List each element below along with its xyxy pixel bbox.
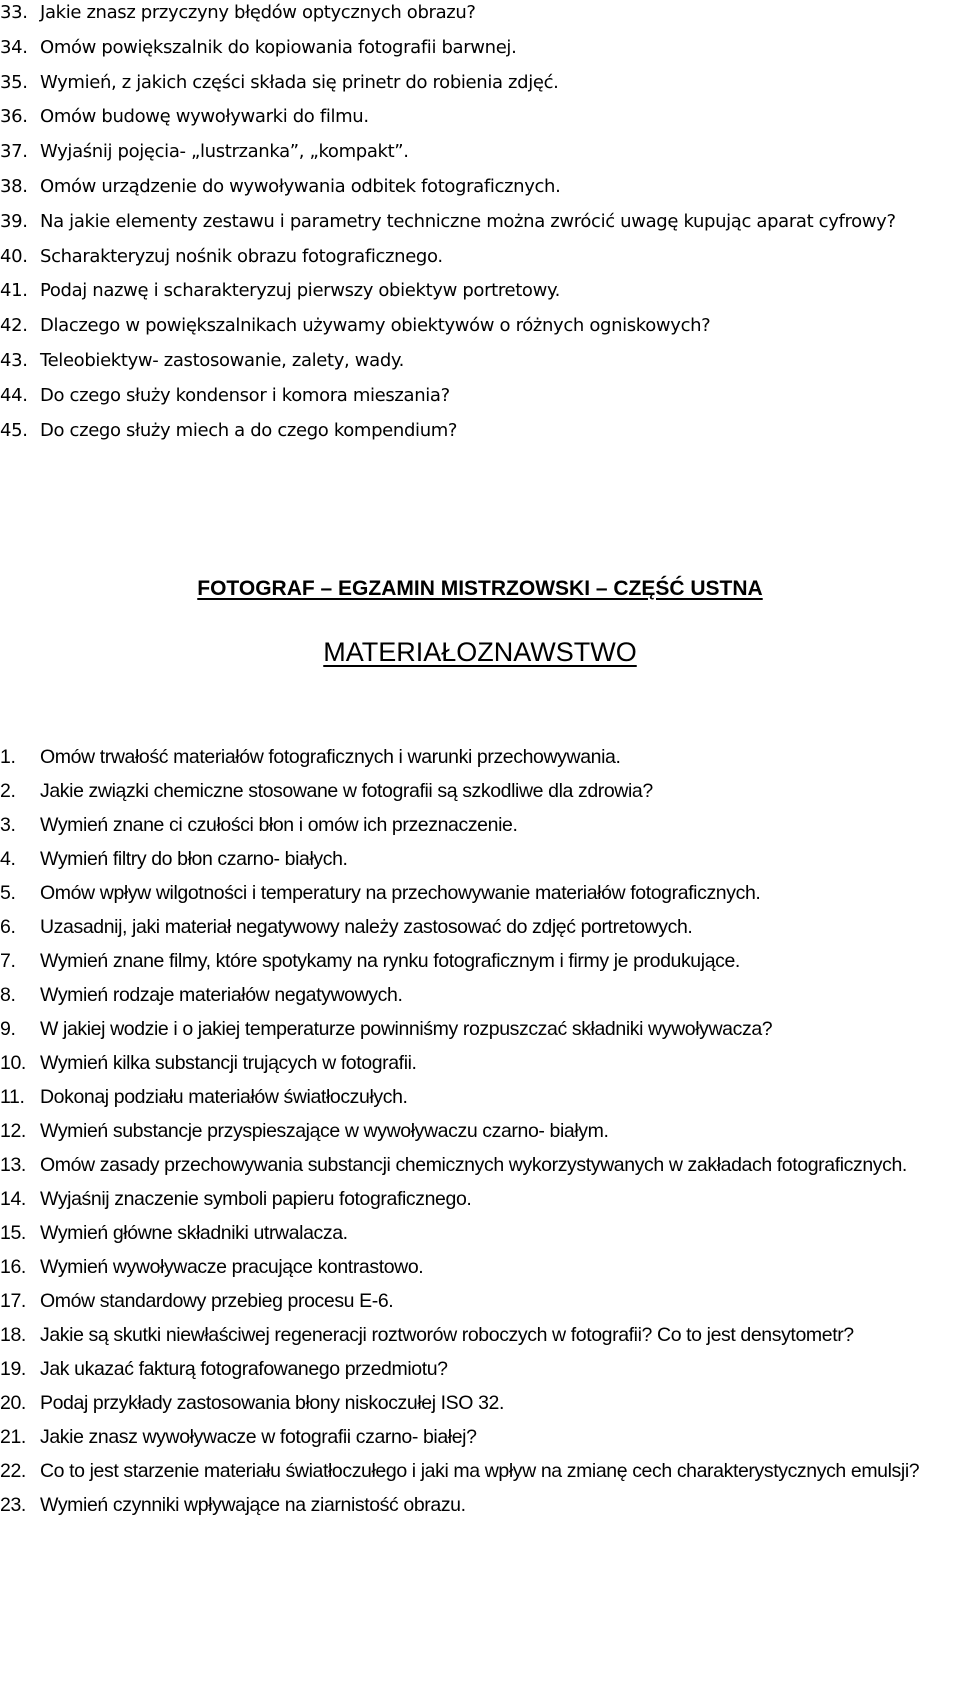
list-item <box>0 1284 950 1318</box>
item-text: Wymień znane filmy, które spotykamy na rynku fotograficznym i firmy je produkujące. <box>40 950 740 972</box>
list-item <box>0 1454 950 1488</box>
item-text: Omów urządzenie do wywoływania odbitek fotograficznych. <box>40 175 561 197</box>
item-number: 9. <box>0 1018 16 1040</box>
item-number: 42. <box>0 315 28 337</box>
item-text: Teleobiektyw- zastosowanie, zalety, wady. <box>40 349 405 371</box>
item-text: Wymień główne składniki utrwalacza. <box>40 1222 348 1244</box>
item-number: 7. <box>0 950 16 972</box>
item-number: 8. <box>0 984 16 1006</box>
item-text: Na jakie elementy zestawu i parametry techniczne można zwrócić uwagę kupując aparat cyfrowy? <box>40 210 896 232</box>
item-text: Wymień substancje przyspieszające w wywoływaczu czarno- białym. <box>40 1120 609 1142</box>
item-text: Dlaczego w powiększalnikach używamy obiektywów o różnych ogniskowych? <box>40 315 711 337</box>
item-text: Wyjaśnij znaczenie symboli papieru fotograficznego. <box>40 1188 472 1210</box>
item-text: Omów powiększalnik do kopiowania fotografii barwnej. <box>40 36 517 58</box>
item-number: 23. <box>0 1494 26 1516</box>
item-text: Do czego służy kondensor i komora mieszania? <box>40 384 450 406</box>
list-item <box>0 240 950 275</box>
item-number: 43. <box>0 349 28 371</box>
exam-subtitle: FOTOGRAF – EGZAMIN MISTRZOWSKI – CZĘŚĆ USTNA <box>197 577 763 600</box>
item-text: Omów standardowy przebieg procesu E-6. <box>40 1290 394 1312</box>
item-text: Podaj przykłady zastosowania błony niskoczułej ISO 32. <box>40 1392 504 1414</box>
item-text: Wymień rodzaje materiałów negatywowych. <box>40 984 403 1006</box>
item-number: 10. <box>0 1052 26 1074</box>
item-text: Uzasadnij, jaki materiał negatywowy należy zastosować do zdjęć portretowych. <box>40 916 693 938</box>
item-number: 1. <box>0 746 16 768</box>
item-number: 18. <box>0 1324 26 1346</box>
question-list-materials <box>0 740 950 1522</box>
list-item <box>0 1012 950 1046</box>
item-text: Scharakteryzuj nośnik obrazu fotograficznego. <box>40 245 443 267</box>
list-item <box>0 1046 950 1080</box>
item-number: 38. <box>0 175 28 197</box>
item-text: W jakiej wodzie i o jakiej temperaturze powinniśmy rozpuszczać składniki wywoływacza? <box>40 1018 773 1040</box>
item-text: Dokonaj podziału materiałów światłoczułych. <box>40 1086 408 1108</box>
item-text: Jak ukazać fakturą fotografowanego przedmiotu? <box>40 1358 448 1380</box>
item-text: Wymień wywoływacze pracujące kontrastowo. <box>40 1256 424 1278</box>
list-item <box>0 31 950 66</box>
list-item <box>0 944 950 978</box>
item-text: Wymień kilka substancji trujących w fotografii. <box>40 1052 417 1074</box>
list-item <box>0 1352 950 1386</box>
list-item <box>0 379 950 414</box>
list-item <box>0 774 950 808</box>
item-text: Do czego służy miech a do czego kompendium? <box>40 419 458 441</box>
item-text: Wyjaśnij pojęcia- „lustrzanka”, „kompakt”. <box>40 141 409 163</box>
list-item <box>0 135 950 170</box>
list-item <box>0 66 950 101</box>
list-item <box>0 978 950 1012</box>
item-number: 21. <box>0 1426 26 1448</box>
item-text: Omów budowę wywoływarki do filmu. <box>40 106 369 128</box>
item-text: Wymień filtry do błon czarno- białych. <box>40 848 348 870</box>
item-number: 5. <box>0 882 16 904</box>
item-number: 41. <box>0 280 28 302</box>
item-number: 12. <box>0 1120 26 1142</box>
item-number: 11. <box>0 1086 25 1108</box>
question-list-top <box>0 0 950 448</box>
item-number: 39. <box>0 210 28 232</box>
item-text: Wymień, z jakich części składa się prinetr do robienia zdjęć. <box>40 71 559 93</box>
item-number: 16. <box>0 1256 26 1278</box>
item-number: 34. <box>0 36 28 58</box>
item-number: 36. <box>0 106 28 128</box>
list-item <box>0 414 950 449</box>
item-text: Omów zasady przechowywania substancji chemicznych wykorzystywanych w zakładach fotograficznych. <box>40 1154 907 1176</box>
item-number: 15. <box>0 1222 26 1244</box>
list-item <box>0 740 950 774</box>
list-item <box>0 170 950 205</box>
list-item <box>0 1148 950 1182</box>
item-number: 17. <box>0 1290 26 1312</box>
list-item <box>0 1216 950 1250</box>
item-text: Omów wpływ wilgotności i temperatury na przechowywanie materiałów fotograficznych. <box>40 882 761 904</box>
item-text: Jakie związki chemiczne stosowane w fotografii są szkodliwe dla zdrowia? <box>40 780 653 802</box>
item-number: 6. <box>0 916 16 938</box>
item-text: Jakie znasz wywoływacze w fotografii czarno- białej? <box>40 1426 477 1448</box>
list-item <box>0 910 950 944</box>
item-number: 40. <box>0 245 28 267</box>
section-title: MATERIAŁOZNAWSTWO <box>323 637 637 667</box>
item-text: Jakie są skutki niewłaściwej regeneracji roztworów roboczych w fotografii? Co to jest densytometr? <box>40 1324 854 1346</box>
list-item <box>0 100 950 135</box>
item-text: Wymień znane ci czułości błon i omów ich przeznaczenie. <box>40 814 518 836</box>
list-item <box>0 1080 950 1114</box>
item-number: 20. <box>0 1392 26 1414</box>
list-item <box>0 344 950 379</box>
item-number: 3. <box>0 814 16 836</box>
item-number: 37. <box>0 141 28 163</box>
item-text: Wymień czynniki wpływające na ziarnistość obrazu. <box>40 1494 466 1516</box>
item-number: 33. <box>0 2 28 23</box>
list-item <box>0 1250 950 1284</box>
list-item <box>0 274 950 309</box>
list-item <box>0 1420 950 1454</box>
item-number: 14. <box>0 1188 26 1210</box>
item-number: 45. <box>0 419 28 441</box>
item-number: 22. <box>0 1460 26 1482</box>
list-item <box>0 205 950 240</box>
list-item <box>0 0 950 31</box>
list-item <box>0 1488 950 1522</box>
list-item <box>0 1318 950 1352</box>
item-number: 44. <box>0 384 28 406</box>
item-number: 13. <box>0 1154 26 1176</box>
list-item <box>0 309 950 344</box>
list-item <box>0 842 950 876</box>
list-item <box>0 1182 950 1216</box>
list-item <box>0 808 950 842</box>
item-text: Omów trwałość materiałów fotograficznych i warunki przechowywania. <box>40 746 621 768</box>
item-number: 4. <box>0 848 16 870</box>
item-text: Jakie znasz przyczyny błędów optycznych obrazu? <box>40 2 476 23</box>
list-item <box>0 1386 950 1420</box>
item-text: Podaj nazwę i scharakteryzuj pierwszy obiektyw portretowy. <box>40 280 561 302</box>
item-number: 35. <box>0 71 28 93</box>
item-number: 19. <box>0 1358 26 1380</box>
item-number: 2. <box>0 780 16 802</box>
item-text: Co to jest starzenie materiału światłoczułego i jaki ma wpływ na zmianę cech charakterystycznych emulsji? <box>40 1460 920 1482</box>
list-item <box>0 1114 950 1148</box>
list-item <box>0 876 950 910</box>
